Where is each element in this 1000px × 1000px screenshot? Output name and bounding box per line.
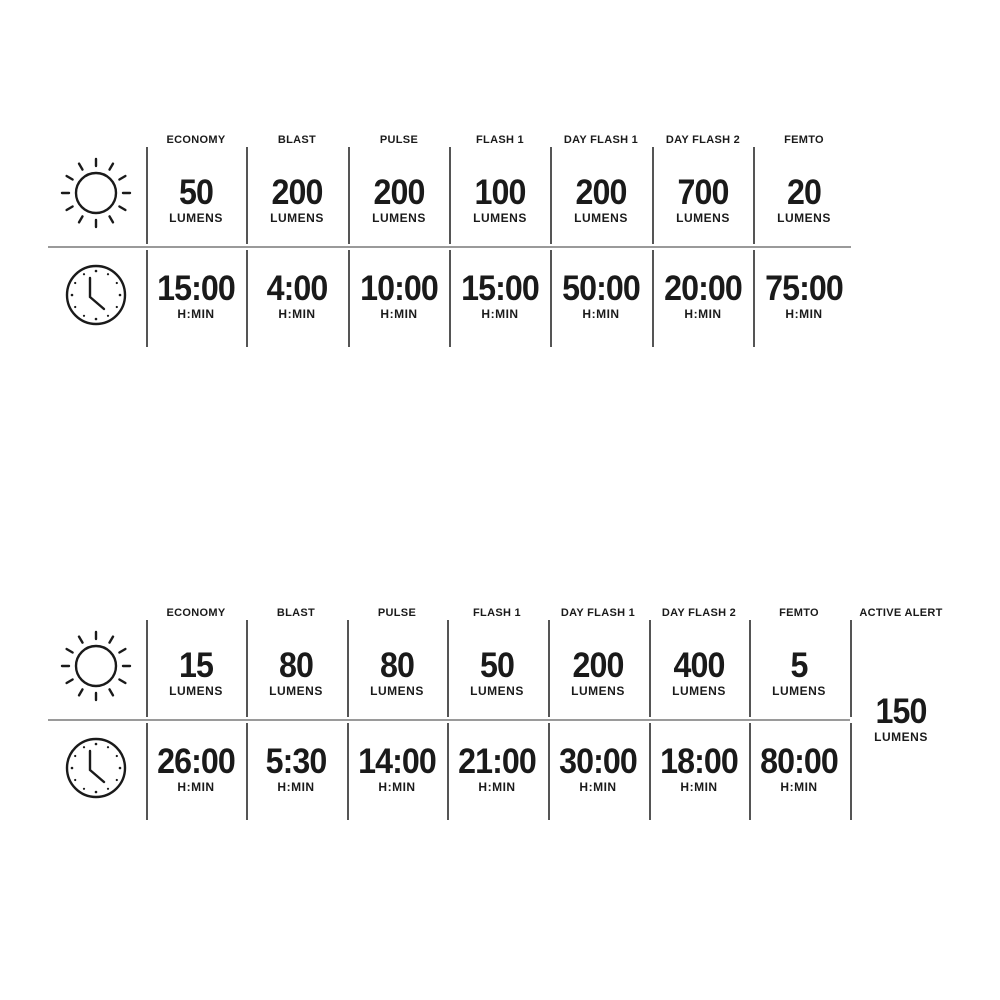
runtime-cell (246, 744, 346, 794)
lumens-unit: LUMENS (372, 211, 426, 225)
sun-icon (56, 153, 136, 233)
runtime-value: 15:00 (157, 269, 235, 308)
lumens-value: 100 (474, 173, 526, 212)
lumens-cell (649, 648, 749, 698)
runtime-unit: H:MIN (684, 307, 722, 321)
mode-header: FEMTO (779, 607, 819, 619)
lumens-cell (347, 648, 447, 698)
mode-header: DAY FLASH 1 (560, 607, 636, 619)
active-alert-header: ACTIVE ALERT (859, 607, 943, 619)
lumens-unit: LUMENS (473, 211, 527, 225)
runtime-value: 75:00 (765, 269, 843, 308)
runtime-cell (649, 744, 749, 794)
runtime-value: 20:00 (664, 269, 742, 308)
runtime-value: 21:00 (458, 742, 536, 781)
runtime-cell (749, 744, 849, 794)
lumens-value: 200 (271, 173, 323, 212)
lumens-value: 20 (787, 173, 821, 212)
mode-header: ECONOMY (166, 607, 226, 619)
lumens-unit: LUMENS (370, 684, 424, 698)
runtime-cell (347, 744, 447, 794)
runtime-value: 50:00 (562, 269, 640, 308)
lumens-cell (653, 175, 753, 225)
sun-icon (56, 626, 136, 706)
runtime-value: 4:00 (266, 269, 328, 308)
row-divider (48, 246, 851, 248)
lumens-unit: LUMENS (269, 684, 323, 698)
runtime-unit: H:MIN (780, 780, 818, 794)
lumens-value: 80 (279, 646, 313, 685)
lumens-value: 5 (790, 646, 808, 685)
runtime-cell (349, 271, 449, 321)
active-alert-cell (851, 694, 951, 744)
lumens-value: 80 (380, 646, 414, 685)
light-modes-table-1 (0, 125, 1000, 365)
lumens-unit: LUMENS (672, 684, 726, 698)
lumens-value: 700 (677, 173, 729, 212)
lumens-cell (551, 175, 651, 225)
lumens-cell (548, 648, 648, 698)
lumens-unit: LUMENS (772, 684, 826, 698)
lumens-cell (447, 648, 547, 698)
mode-header: BLAST (276, 607, 316, 619)
lumens-value: 200 (373, 173, 425, 212)
mode-header: PULSE (379, 134, 419, 146)
lumens-value: 15 (179, 646, 213, 685)
runtime-value: 18:00 (660, 742, 738, 781)
runtime-value: 30:00 (559, 742, 637, 781)
runtime-unit: H:MIN (378, 780, 416, 794)
lumens-unit: LUMENS (676, 211, 730, 225)
runtime-unit: H:MIN (478, 780, 516, 794)
mode-header: DAY FLASH 1 (563, 134, 639, 146)
runtime-value: 14:00 (358, 742, 436, 781)
runtime-unit: H:MIN (177, 780, 215, 794)
lumens-cell (749, 648, 849, 698)
runtime-cell (548, 744, 648, 794)
runtime-unit: H:MIN (582, 307, 620, 321)
lumens-unit: LUMENS (169, 684, 223, 698)
runtime-unit: H:MIN (481, 307, 519, 321)
lumens-unit: LUMENS (874, 730, 928, 744)
lumens-unit: LUMENS (571, 684, 625, 698)
lumens-unit: LUMENS (270, 211, 324, 225)
runtime-cell (450, 271, 550, 321)
runtime-cell (754, 271, 854, 321)
runtime-cell (146, 271, 246, 321)
runtime-value: 5:30 (265, 742, 327, 781)
mode-header: DAY FLASH 2 (661, 607, 737, 619)
lumens-cell (247, 175, 347, 225)
runtime-cell (653, 271, 753, 321)
clock-icon (60, 732, 132, 804)
runtime-cell (247, 271, 347, 321)
lumens-unit: LUMENS (574, 211, 628, 225)
lumens-unit: LUMENS (470, 684, 524, 698)
lumens-value: 50 (480, 646, 514, 685)
lumens-cell (146, 175, 246, 225)
lumens-value: 200 (572, 646, 624, 685)
runtime-cell (551, 271, 651, 321)
lumens-cell (349, 175, 449, 225)
runtime-unit: H:MIN (579, 780, 617, 794)
runtime-value: 15:00 (461, 269, 539, 308)
lumens-value: 50 (179, 173, 213, 212)
clock-icon (60, 259, 132, 331)
row-divider (48, 719, 850, 721)
runtime-cell (146, 744, 246, 794)
lumens-unit: LUMENS (777, 211, 831, 225)
runtime-unit: H:MIN (680, 780, 718, 794)
lumens-value: 200 (575, 173, 627, 212)
lumens-cell (754, 175, 854, 225)
runtime-unit: H:MIN (380, 307, 418, 321)
lumens-cell (450, 175, 550, 225)
runtime-value: 80:00 (760, 742, 838, 781)
runtime-value: 26:00 (157, 742, 235, 781)
runtime-unit: H:MIN (785, 307, 823, 321)
runtime-unit: H:MIN (177, 307, 215, 321)
mode-header: FLASH 1 (476, 134, 524, 146)
lumens-cell (246, 648, 346, 698)
active-alert-lumens: 150 (875, 692, 927, 731)
mode-header: FLASH 1 (473, 607, 521, 619)
mode-header: ECONOMY (166, 134, 226, 146)
runtime-unit: H:MIN (277, 780, 315, 794)
mode-header: PULSE (377, 607, 417, 619)
runtime-value: 10:00 (360, 269, 438, 308)
runtime-unit: H:MIN (278, 307, 316, 321)
mode-header: FEMTO (784, 134, 824, 146)
lumens-value: 400 (673, 646, 725, 685)
light-modes-table-2 (0, 598, 1000, 838)
runtime-cell (447, 744, 547, 794)
mode-header: BLAST (277, 134, 317, 146)
lumens-cell (146, 648, 246, 698)
lumens-unit: LUMENS (169, 211, 223, 225)
mode-header: DAY FLASH 2 (665, 134, 741, 146)
